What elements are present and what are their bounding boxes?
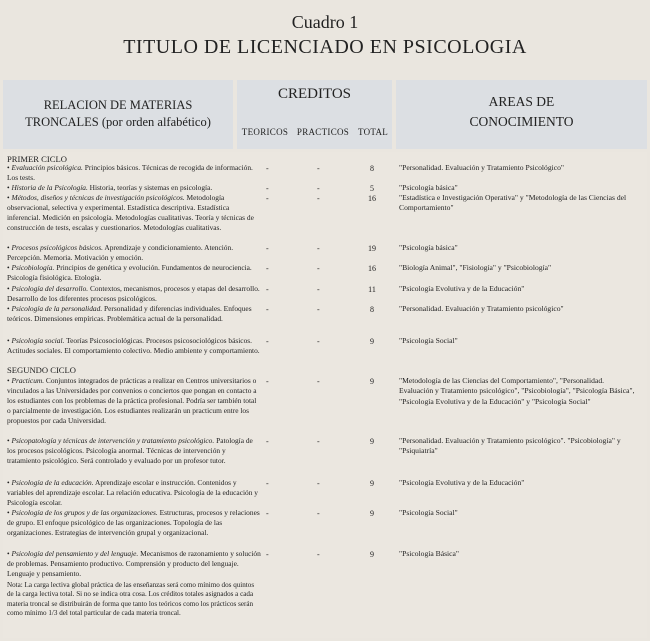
practicos-cell: - [317,337,320,346]
total-cell: 8 [370,305,374,314]
area-cell: "Psicología Social" [399,508,458,517]
subject-entry [7,336,261,356]
total-cell: 9 [370,479,374,488]
teoricos-cell: - [266,244,269,253]
subject-entry [7,304,261,324]
total-cell: 16 [368,264,376,273]
practicos-cell: - [317,184,320,193]
header-total: TOTAL [357,127,389,137]
teoricos-cell: - [266,550,269,559]
subject-entry [7,549,261,579]
area-cell: "Personalidad. Evaluación y Tratamiento psicológico". "Psicobiología" y "Psiquiatría" [399,436,621,456]
header-creditos-label: CREDITOS [277,86,352,102]
subject-description: Personalidad y diferencias individuales. Enfoques teóricos. Dimensiones empíricas. Problemática actual de la personalidad. [7,304,252,324]
subject-name: Psicología del desarrollo. [11,284,89,293]
teoricos-cell: - [266,377,269,386]
total-cell: 19 [368,244,376,253]
bullet-icon: • [7,478,12,487]
bullet-icon: • [7,376,12,385]
header-materias [3,80,233,149]
area-cell: "Psicología básica" [399,243,458,252]
total-cell: 9 [370,437,374,446]
subject-name: Procesos psicológicos básicos. [11,243,103,252]
bullet-icon: • [7,436,12,445]
area-cell: "Psicología básica" [399,183,458,192]
bullet-icon: • [7,263,12,272]
subject-name: Psicología social. [11,336,65,345]
section-segundo-ciclo: SEGUNDO CICLO [7,365,76,375]
subject-name: Practicum. [11,376,45,385]
subject-name: Métodos, diseños y técnicas de investigación psicológicos. [11,193,185,202]
total-cell: 5 [370,184,374,193]
table-number: Cuadro 1 [291,12,359,32]
bullet-icon: • [7,193,12,202]
teoricos-cell: - [266,285,269,294]
subject-name: Evaluación psicológica. [11,163,83,172]
subject-entry [7,508,261,538]
subject-entry [7,478,261,508]
subject-description: Contextos, mecanismos, procesos y etapas del desarrollo. Desarrollo de los diferentes procesos psicológicos. [7,284,260,304]
subject-entry [7,193,261,233]
bullet-icon: • [7,336,12,345]
teoricos-cell: - [266,437,269,446]
subject-entry [7,243,261,263]
area-cell: "Psicología Básica" [399,549,459,558]
header-areas [396,80,647,149]
subject-name: Psicología de los grupos y de las organizaciones. [11,508,158,517]
teoricos-cell: - [266,479,269,488]
subject-description: Conjuntos integrados de prácticas a realizar en Centros universitarios o vinculados a las Universidades por convenios o conciertos que pongan en contacto a los estudiantes con los problemas de la práctica profesional. Podría ser también total o parcialmente de investigación. Los estudiantes realizarán un practicum entre los propuestos por cada Universidad. [7,376,257,426]
teoricos-cell: - [266,337,269,346]
bullet-icon: • [7,163,12,172]
area-cell: "Psicología Evolutiva y de la Educación" [399,478,525,487]
teoricos-cell: - [266,305,269,314]
practicos-cell: - [317,264,320,273]
teoricos-cell: - [266,264,269,273]
bullet-icon: • [7,304,12,313]
subject-description: Teorías Psicosociológicas. Procesos psicosociológicos básicos. Actitudes sociales. El comportamiento colectivo. Medio ambiente y comportamiento. [7,336,260,356]
practicos-cell: - [317,305,320,314]
header-teoricos: TEORICOS [241,127,289,137]
header-creditos [237,80,392,149]
total-cell: 16 [368,194,376,203]
bullet-icon: • [7,183,12,192]
total-cell: 9 [370,509,374,518]
teoricos-cell: - [266,194,269,203]
subject-description: Principios de genética y evolución. Fundamentos de neurociencia. Psicología fisiológica. Etología. [7,263,252,283]
subject-description: Aprendizaje y condicionamiento. Atención. Percepción. Memoria. Motivación y emoción. [7,243,234,263]
practicos-cell: - [317,285,320,294]
subject-description: Historia, teorías y sistemas en psicología. [87,183,213,192]
practicos-cell: - [317,479,320,488]
practicos-cell: - [317,550,320,559]
area-cell: "Personalidad. Evaluación y Tratamiento psicológico" [399,304,564,313]
subject-description: Estructuras, procesos y relaciones de grupo. El enfoque psicológico de las organizaciones. Topología de las organizaciones. Estrategias de intervención grupal y organizacional. [7,508,260,538]
total-cell: 9 [370,337,374,346]
subject-description: Patología de los procesos psicológicos. Psicología anormal. Técnicas de intervención y tratamiento psicológico. Será controlado y evaluado por un profesor tutor. [7,436,253,466]
area-cell: "Metodología de las Ciencias del Comportamiento", "Personalidad. Evaluación y Tratamiento psicológico", "Psicobiología", "Psicología Básica", "Psicología Evolutiva y de la Educación" y "Psicología Social" [399,376,635,406]
bullet-icon: • [7,549,12,558]
header-materias-line2: TRONCALES (por orden alfabético) [25,115,211,129]
teoricos-cell: - [266,184,269,193]
subject-description: Mecanismos de razonamiento y solución de problemas. Pensamiento productivo. Comprensión y producto del lenguaje. Lenguaje y pensamiento. [7,549,261,579]
area-cell: "Estadística e Investigación Operativa" y "Metodología de las Ciencias del Comportamiento" [399,193,627,213]
practicos-cell: - [317,194,320,203]
total-cell: 11 [368,285,376,294]
subject-name: Psicología de la personalidad. [11,304,103,313]
footnote: Nota: La carga lectiva global práctica de las enseñanzas será como mínimo dos quintos de la carga lectiva total. Si no se indica otra cosa. Los créditos totales asignados a cada materia troncal se distribuirán de forma que tanto los teóricos como los prácticos serán como mínimo 1/3 del total particular de cada materia troncal. [7,581,255,617]
teoricos-cell: - [266,164,269,173]
bullet-icon: • [7,284,12,293]
area-cell: "Personalidad. Evaluación y Tratamiento Psicológico" [399,163,565,172]
subject-entry [7,263,261,283]
subject-entry [7,183,261,193]
subject-name: Psicobiología. [11,263,55,272]
total-cell: 8 [370,164,374,173]
practicos-cell: - [317,164,320,173]
subject-description: Aprendizaje escolar e instrucción. Contenidos y variables del aprendizaje escolar. La relación educativa. Psicología de la educación y Psicología escolar. [7,478,258,508]
subject-description: Metodología observacional, selectiva y experimental. Estadística descriptiva. Estadística inferencial. Medición en psicología. Metodologías cualitativas. Teoría y técnicas de construcción de tests, escalas y cuestionarios. Metodologías cualitativas. [7,193,254,233]
teoricos-cell: - [266,509,269,518]
subject-name: Psicopatología y técnicas de intervención y tratamiento psicológico. [11,436,215,445]
total-cell: 9 [370,550,374,559]
area-cell: "Psicología Social" [399,336,458,345]
total-cell: 9 [370,377,374,386]
practicos-cell: - [317,509,320,518]
subject-name: Historia de la Psicología. [11,183,88,192]
header-practicos: PRACTICOS [296,127,350,137]
subject-name: Psicología de la educación. [11,478,94,487]
subject-entry [7,376,261,426]
bullet-icon: • [7,243,12,252]
area-cell: "Psicología Evolutiva y de la Educación" [399,284,525,293]
header-areas-line2: CONOCIMIENTO [469,114,574,129]
header-materias-line1: RELACION DE MATERIAS [43,98,193,112]
bullet-icon: • [7,508,12,517]
practicos-cell: - [317,244,320,253]
table-title: TITULO DE LICENCIADO EN PSICOLOGIA [123,36,527,58]
practicos-cell: - [317,437,320,446]
header-areas-line1: AREAS DE [488,94,555,109]
subject-entry [7,163,261,183]
section-primer-ciclo: PRIMER CICLO [7,154,67,164]
area-cell: "Biología Animal", "Fisiología" y "Psicobiología" [399,263,552,272]
subject-entry [7,436,261,466]
subject-description: Principios básicos. Técnicas de recogida de información. Los tests. [7,163,253,183]
subject-entry [7,284,261,304]
practicos-cell: - [317,377,320,386]
subject-name: Psicología del pensamiento y del lenguaje. [11,549,139,558]
